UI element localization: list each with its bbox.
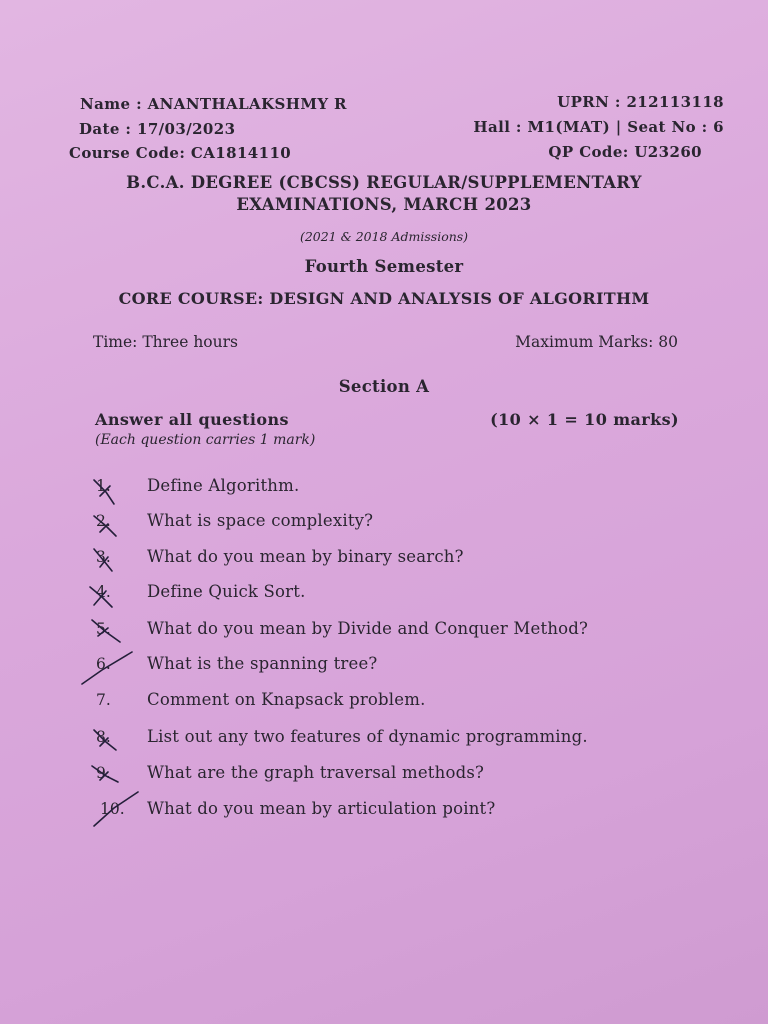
- pen-tick-mark-icon: [78, 648, 138, 690]
- uprn: UPRN : 212113118: [557, 93, 724, 111]
- question-number: 7.: [96, 691, 111, 709]
- question-text: What do you mean by Divide and Conquer Method?: [147, 619, 589, 638]
- hall-seat: Hall : M1(MAT) | Seat No : 6: [473, 118, 724, 136]
- question-number: 6.: [96, 655, 111, 673]
- section-note: (Each question carries 1 mark): [95, 432, 316, 448]
- question-number: 4.: [96, 583, 111, 601]
- question-number: 5.: [96, 620, 111, 638]
- semester: Fourth Semester: [304, 257, 464, 276]
- max-marks: Maximum Marks: 80: [515, 333, 678, 351]
- course-code: Course Code: CA1814110: [69, 144, 292, 162]
- question-text: Define Algorithm.: [147, 476, 300, 495]
- question-number: 8.: [96, 728, 111, 746]
- pen-tick-mark-icon: [88, 724, 128, 758]
- pen-tick-mark-icon: [86, 543, 126, 577]
- pen-tick-mark-icon: [86, 614, 130, 648]
- section-instruction: Answer all questions: [95, 410, 289, 429]
- question-text: What is space complexity?: [147, 511, 374, 530]
- question-text: What are the graph traversal methods?: [147, 763, 485, 782]
- student-name: Name : ANANTHALAKSHMY R: [80, 95, 347, 113]
- pen-tick-mark-icon: [88, 508, 128, 542]
- question-number: 10.: [100, 800, 125, 818]
- qp-code: QP Code: U23260: [548, 143, 702, 161]
- exam-time: Time: Three hours: [93, 333, 238, 351]
- exam-title-line2: EXAMINATIONS, MARCH 2023: [236, 195, 532, 214]
- question-text: What do you mean by articulation point?: [147, 799, 496, 818]
- admissions-note: (2021 & 2018 Admissions): [299, 229, 469, 244]
- pen-tick-mark-icon: [84, 579, 124, 613]
- question-text: What is the spanning tree?: [147, 654, 378, 673]
- section-title: Section A: [338, 377, 430, 396]
- pen-tick-mark-icon: [86, 474, 126, 508]
- question-number: 1.: [96, 477, 111, 495]
- exam-title-line1: B.C.A. DEGREE (CBCSS) REGULAR/SUPPLEMENTARY: [126, 173, 642, 192]
- question-text: List out any two features of dynamic programming.: [147, 727, 588, 746]
- exam-date: Date : 17/03/2023: [79, 120, 236, 138]
- course-title: CORE COURSE: DESIGN AND ANALYSIS OF ALGORITHM: [118, 289, 650, 308]
- question-text: Define Quick Sort.: [147, 582, 306, 601]
- question-number: 3.: [96, 548, 111, 566]
- question-text: What do you mean by binary search?: [147, 547, 464, 566]
- pen-tick-mark-icon: [88, 786, 148, 832]
- question-number: 9.: [96, 764, 111, 782]
- question-number: 2.: [96, 512, 111, 530]
- section-marks: (10 × 1 = 10 marks): [490, 410, 679, 429]
- question-text: Comment on Knapsack problem.: [147, 690, 426, 709]
